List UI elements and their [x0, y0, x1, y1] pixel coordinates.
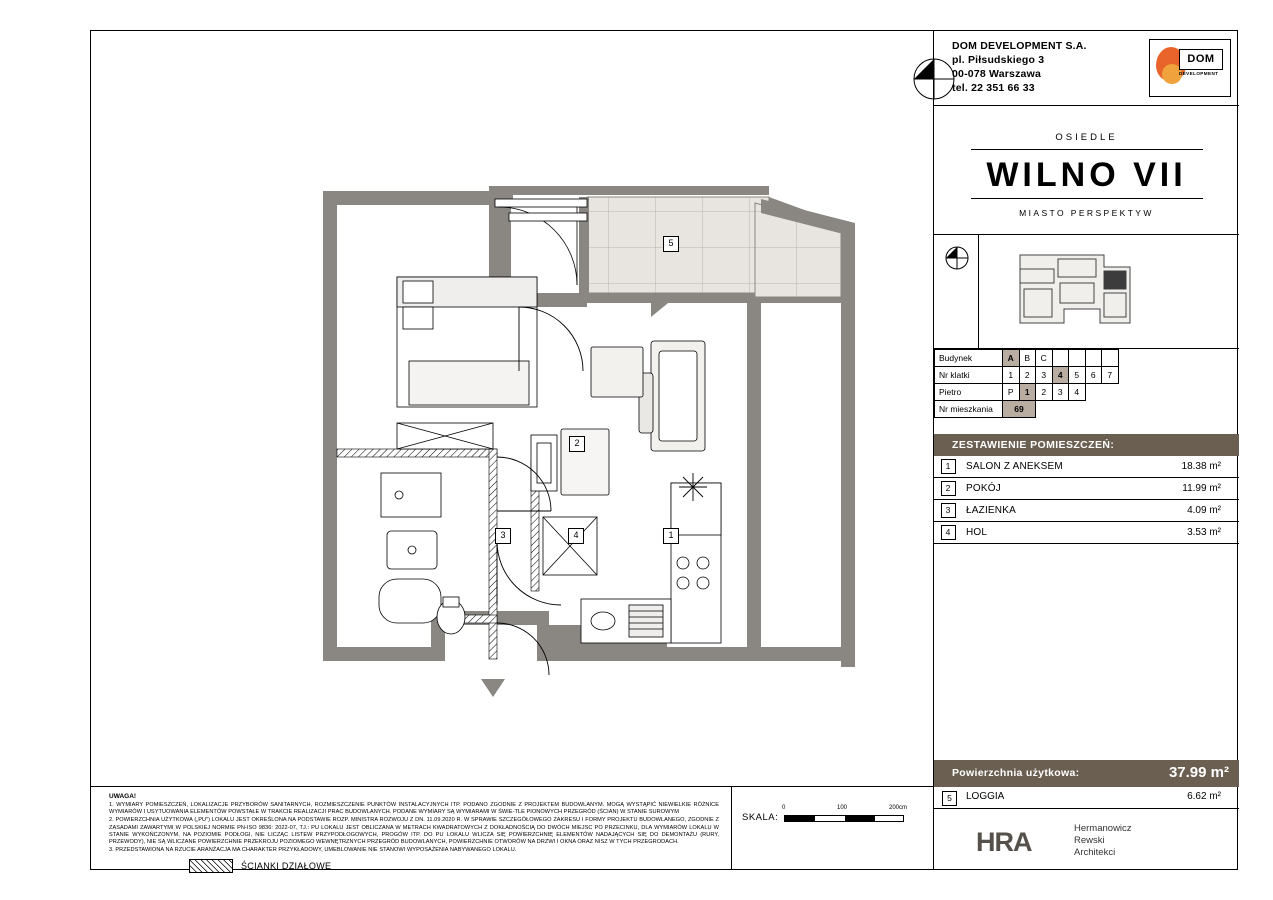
notes-strip — [91, 786, 933, 870]
meta-klatka-7[interactable]: 7 — [1102, 367, 1119, 384]
scale-tick-100: 100 — [837, 805, 848, 811]
scale-tick-0: 0 — [782, 805, 786, 811]
scale-block — [731, 787, 933, 870]
rooms-table-header: ZESTAWIENIE POMIESZCZEŃ: — [934, 434, 1239, 456]
meta-klatka-3[interactable]: 3 — [1036, 367, 1053, 384]
meta-klatka-5[interactable]: 5 — [1069, 367, 1086, 384]
room-area-cell: 11.99 m² — [1138, 478, 1239, 500]
meta-pietro-2[interactable]: 2 — [1036, 384, 1053, 401]
loggia-area: 6.62 m² — [1187, 791, 1221, 802]
info-column — [933, 31, 1238, 870]
architect-block — [934, 809, 1239, 870]
logo-word: DOM — [1179, 49, 1223, 70]
room-no-cell: 3 — [934, 500, 962, 522]
meta-row-pietro — [935, 384, 1239, 401]
unit-meta-table — [934, 349, 1239, 418]
meta-cell-empty-3 — [1085, 350, 1102, 367]
meta-row-budynek — [935, 350, 1239, 367]
total-area-bar — [934, 760, 1239, 787]
architect-name — [1074, 823, 1132, 859]
room-area-cell: 18.38 m² — [1138, 456, 1239, 478]
loggia-name: LOGGIA — [966, 791, 1005, 802]
legend-label: ŚCIANKI DZIAŁOWE — [241, 861, 332, 871]
architect-logo: HRA — [976, 827, 1032, 857]
room-marker-3: 3 — [495, 528, 511, 544]
estate-name: WILNO VII — [986, 156, 1187, 194]
meta-cell-spacer-4 — [1102, 384, 1119, 401]
loggia-row — [934, 787, 1239, 809]
meta-cell-spacer-9 — [1085, 401, 1102, 418]
room-area-cell: 4.09 m² — [1138, 500, 1239, 522]
meta-klatka-6[interactable]: 6 — [1085, 367, 1102, 384]
table-row — [934, 478, 1239, 500]
loggia-no: 5 — [942, 791, 957, 806]
building-keyplan — [1004, 249, 1164, 334]
scale-tick-200: 200cm — [889, 805, 908, 811]
architect-line-2: Rewski — [1074, 835, 1105, 846]
meta-pietro-4[interactable]: 4 — [1069, 384, 1086, 401]
room-name-cell: ŁAZIENKA — [962, 500, 1138, 522]
logo-subword: DEVELOPMENT — [1179, 71, 1219, 76]
meta-row-klatka — [935, 367, 1239, 384]
meta-cell-spacer-7 — [1052, 401, 1069, 418]
scale-label: SKALA: — [742, 812, 779, 823]
living-room-furniture — [531, 341, 705, 495]
dom-development-logo — [1149, 39, 1231, 97]
floor-plan-area — [91, 31, 933, 786]
meta-cell-c[interactable]: C — [1036, 350, 1053, 367]
keyplan-block — [934, 235, 1239, 349]
meta-cell-spacer-10 — [1102, 401, 1119, 418]
meta-klatka-2[interactable]: 2 — [1019, 367, 1036, 384]
notes-block — [109, 793, 719, 855]
estate-tagline: MIASTO PERSPEKTYW — [1019, 208, 1154, 218]
meta-mieszkanie-value[interactable]: 69 — [1003, 401, 1036, 418]
ceiling-light-icon — [679, 473, 707, 501]
room-no-cell: 1 — [934, 456, 962, 478]
estate-rule-bottom — [971, 198, 1203, 199]
meta-cell-a[interactable]: A — [1003, 350, 1020, 367]
meta-pietro-1[interactable]: 1 — [1019, 384, 1036, 401]
meta-klatka-4[interactable]: 4 — [1052, 367, 1069, 384]
drawing-sheet — [90, 30, 1238, 870]
room-marker-1: 1 — [663, 528, 679, 544]
estate-block — [934, 106, 1239, 235]
meta-cell-spacer-11 — [1118, 401, 1239, 418]
legend-swatch — [189, 859, 233, 873]
meta-cell-spacer-1 — [1118, 350, 1239, 367]
architect-line-1: Hermanowicz — [1074, 823, 1132, 834]
room-no-cell: 4 — [934, 522, 962, 544]
meta-cell-spacer-3 — [1085, 384, 1102, 401]
note-1: 1. WYMIARY POMIESZCZEŃ, LOKALIZACJE PRZYBORÓW SANITARNYCH, ROZMIESZCZENIE PUNKTÓW INSTALACYJNYCH ITP. PODANO ZGODNIE Z PROJEKTEM BUDOWLANYM. MOGĄ WYSTĄPIĆ NIEWIELKIE RÓŻNICE WYMIARÓW I USYTUOWANIA ELEMENTÓW POWSTAŁE W TRAKCIE REALIZACJI PRAC BUDOWLANYCH. PODANE WYMIARY SĄ WYMIARAMI W ŚWIE-TLE PIONOWYCH PRZEGRÓD (ŚCIAN) W STANIE SUROWYM — [109, 802, 719, 816]
meta-row-mieszkanie — [935, 401, 1239, 418]
room-marker-5: 5 — [663, 236, 679, 252]
developer-text — [952, 39, 1087, 95]
meta-label-mieszkanie: Nr mieszkania — [935, 401, 1003, 418]
developer-block — [934, 31, 1239, 106]
developer-address-1: pl. Piłsudskiego 3 — [952, 54, 1045, 66]
meta-cell-empty-1 — [1052, 350, 1069, 367]
kitchen-furniture — [543, 483, 721, 643]
developer-phone: tel. 22 351 66 33 — [952, 82, 1035, 94]
meta-cell-spacer-2 — [1118, 367, 1239, 384]
estate-rule-top — [971, 149, 1203, 150]
note-3: 3. PRZEDSTAWIONA NA RZUCIE ARANŻACJA MA CHARAKTER PRZYKŁADOWY, UMEBLOWANIE NIE STANOWI WYPOSAŻENIA NABYWANEGO LOKALU. — [109, 847, 517, 854]
meta-klatka-1[interactable]: 1 — [1003, 367, 1020, 384]
bathroom-fixtures — [379, 473, 465, 634]
rooms-table — [934, 456, 1239, 544]
note-2: 2. POWIERZCHNIA UŻYTKOWA („PU") LOKALU JEST OKREŚLONA NA PODSTAWIE ROZP. MINISTRA ROZWOJU Z DN. 11.09.2020 R. W SPRAWIE SZCZEGÓŁOWEGO ZAKRESU I FORMY PROJEKTU BUDOWLANEGO, ZGODNIE Z ZASADAMI ZAWARTYMI W POLSKIEJ NORMIE PN-ISO 9836: 2022-07, TJ.: PU LOKALU JEST OBLICZANA W METRACH KWADRATOWYCH Z DOKŁADNOŚCIĄ DO DWÓCH MIEJSC PO PRZECINKU, DLA WYMIARÓW LOKALU W STANIE WYKOŃCZONYM, NA POZIOMIE PODŁOGI, NIE LICZĄC LISTEW PRZYPODŁOGOWYCH, PROGÓW ITP. DO PU LOKALU WLICZA SIĘ POWIERZCHNIĘ ELEMENTÓW NADAJĄCYCH SIĘ DO DEMONTAŻU (RURY, PRZEWODY), NIE SĄ WLICZANE POWIERZCHNIE PRZEKROJU POZIOMEGO WEWNĘTRZNYCH PRZEGRÓD BUDOWLANYCH, POWIERZCHNIE OTWORÓW NA DRZWI I OKNA ORAZ NISZ W TYCH PRZEGRODACH. — [109, 817, 719, 846]
scale-bar — [782, 805, 908, 822]
apartment-plan-svg — [91, 31, 933, 786]
table-row — [934, 500, 1239, 522]
table-row — [934, 456, 1239, 478]
meta-cell-empty-2 — [1069, 350, 1086, 367]
developer-address-2: 00-078 Warszawa — [952, 68, 1041, 80]
room-name-cell: POKÓJ — [962, 478, 1138, 500]
table-row — [934, 522, 1239, 544]
meta-label-budynek: Budynek — [935, 350, 1003, 367]
total-area-value: 37.99 m² — [1168, 764, 1229, 781]
meta-cell-spacer-6 — [1036, 401, 1053, 418]
meta-label-klatka: Nr klatki — [935, 367, 1003, 384]
estate-label: OSIEDLE — [1055, 132, 1118, 143]
meta-label-pietro: Pietro — [935, 384, 1003, 401]
wardrobe-furniture — [397, 423, 493, 449]
room-marker-4: 4 — [568, 528, 584, 544]
keyplan-divider — [978, 235, 979, 349]
developer-name: DOM DEVELOPMENT S.A. — [952, 40, 1087, 52]
room-name-cell: HOL — [962, 522, 1138, 544]
meta-cell-spacer-8 — [1069, 401, 1086, 418]
meta-cell-b[interactable]: B — [1019, 350, 1036, 367]
room-marker-2: 2 — [569, 436, 585, 452]
meta-pietro-3[interactable]: 3 — [1052, 384, 1069, 401]
total-area-label: Powierzchnia użytkowa: — [952, 767, 1080, 779]
architect-line-3: Architekci — [1074, 847, 1116, 858]
room-area-cell: 3.53 m² — [1138, 522, 1239, 544]
room-no-cell: 2 — [934, 478, 962, 500]
meta-cell-empty-4 — [1102, 350, 1119, 367]
meta-pietro-p[interactable]: P — [1003, 384, 1020, 401]
meta-cell-spacer-5 — [1118, 384, 1239, 401]
mini-compass-icon — [944, 245, 970, 271]
entrance-arrow — [481, 679, 505, 697]
notes-title: UWAGA! — [109, 793, 137, 800]
bed-furniture — [397, 277, 537, 407]
room-name-cell: SALON Z ANEKSEM — [962, 456, 1138, 478]
